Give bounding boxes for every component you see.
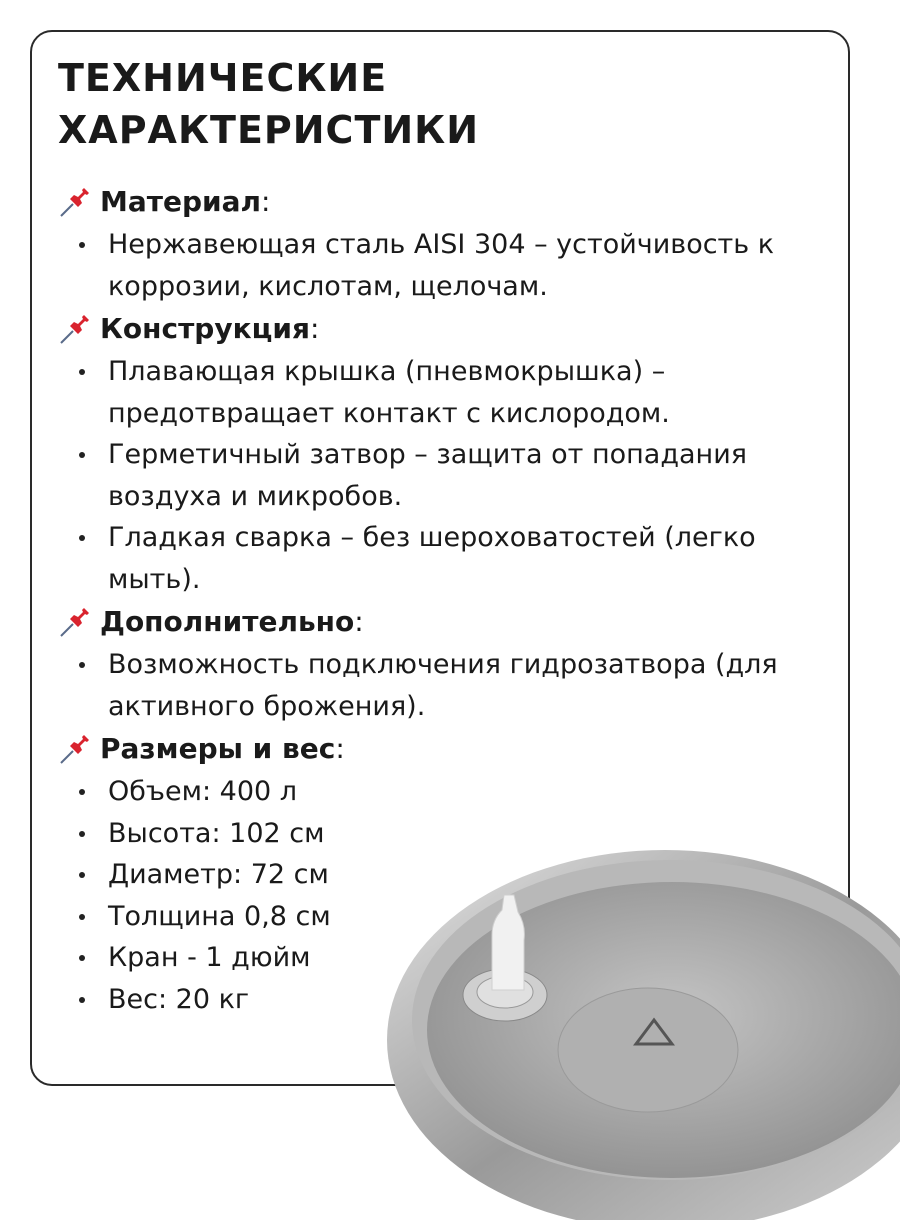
list-item: [58, 644, 788, 727]
item-text: Герметичный затвор – защита от попадания воздуха и микробов.: [108, 439, 747, 512]
title-line: ХАРАКТЕРИСТИКИ: [58, 108, 480, 152]
bullet-icon: [79, 997, 85, 1003]
item-text: Высота: 102 см: [108, 817, 325, 849]
item-text: Объем: 400 л: [108, 776, 298, 807]
section-title: Материал: [100, 185, 262, 218]
item-text: Толщина 0,8 см: [108, 900, 331, 932]
colon: :: [261, 185, 271, 218]
item-text: Вес: 20 кг: [108, 983, 250, 1015]
section-heading: [58, 727, 848, 771]
pushpin-icon: [58, 605, 92, 639]
item-text: Гладкая сварка – без шероховатостей (легко мыть).: [108, 522, 756, 595]
title-line: ТЕХНИЧЕСКИЕ: [58, 56, 388, 100]
colon: :: [335, 732, 345, 765]
list-item: [58, 517, 788, 600]
item-text: Нержавеющая сталь AISI 304 – устойчивость к коррозии, кислотам, щелочам.: [108, 229, 775, 302]
section-heading: [58, 600, 848, 644]
bullet-list: [58, 351, 848, 600]
list-item: [58, 351, 788, 434]
bullet-list: [58, 644, 848, 727]
pushpin-icon: [58, 732, 92, 766]
bullet-icon: [79, 955, 85, 961]
item-text: Кран - 1 дюйм: [108, 942, 311, 973]
pushpin-icon: [58, 185, 92, 219]
bullet-icon: [79, 914, 85, 920]
bullet-icon: [79, 662, 85, 668]
page-title: [58, 52, 479, 156]
section-title: Размеры и вес: [100, 732, 336, 765]
list-item: [58, 224, 788, 307]
bullet-icon: [79, 535, 85, 541]
section-heading: [58, 307, 848, 351]
item-text: Плавающая крышка (пневмокрышка) – предотвращает контакт с кислородом.: [108, 356, 670, 429]
bullet-icon: [79, 831, 85, 837]
item-text: Диаметр: 72 см: [108, 859, 329, 890]
section-heading: [58, 180, 848, 224]
bullet-icon: [79, 789, 85, 795]
section-title: Дополнительно: [100, 605, 355, 638]
bullet-list: [58, 224, 848, 307]
item-text: Возможность подключения гидрозатвора (для активного брожения).: [108, 649, 778, 722]
bullet-icon: [79, 369, 85, 375]
colon: :: [354, 605, 364, 638]
bullet-icon: [79, 242, 85, 248]
colon: :: [309, 312, 320, 345]
list-item: [58, 434, 788, 517]
bullet-icon: [79, 872, 85, 878]
bullet-icon: [79, 452, 85, 458]
section-title: Конструкция: [100, 312, 310, 345]
pushpin-icon: [58, 312, 92, 346]
floating-lid-image: [380, 840, 900, 1220]
list-item: [58, 771, 438, 813]
